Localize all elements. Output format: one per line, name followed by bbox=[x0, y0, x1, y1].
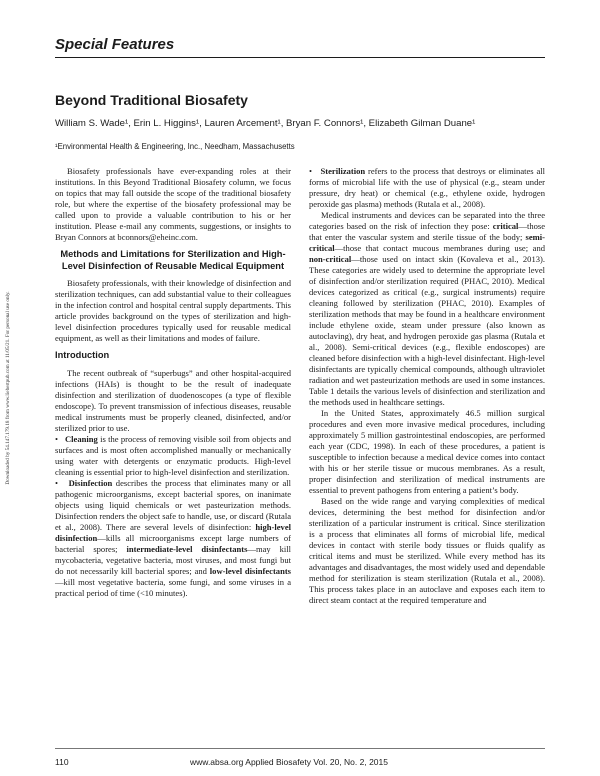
term-intermediate-level: intermediate-level disinfectants bbox=[126, 543, 248, 554]
right-column bbox=[309, 166, 545, 606]
bullet-mark: • bbox=[309, 166, 312, 176]
term-non-critical: non-critical bbox=[309, 254, 352, 264]
low-level-text: —kill most vegetative bacteria, some fungi, and some viruses in a practical period of time (<10 minutes). bbox=[55, 576, 291, 598]
download-notice-text: Downloaded by 54.147.179.18 from www.liebertpub.com at 11/05/21. For personal use only. bbox=[5, 291, 11, 485]
affiliation: ¹Environmental Health & Engineering, Inc., Needham, Massachusetts bbox=[55, 142, 295, 151]
paragraph-us-procedures: In the United States, approximately 46.5 million surgical procedures and even more invasive medical procedures, including approximately 5 million gastrointestinal endoscopies, are performed each year (CDC, 1998). In each of these procedures, a patient is susceptible to infection because a medical device comes into contact with his or her sterile tissue or mucous membranes. As a result, proper disinfection and sterilization of medical instruments are essential to prevent pathogens from entering a patient’s body. bbox=[309, 408, 545, 495]
abstract-paragraph: Biosafety professionals, with their knowledge of disinfection and sterilization techniques, can add substantial value to their colleagues in the infection control and hospital central supply departments. This article provides background on the types of sterilization and high-level disinfection procedures typically used for reusable medical equipment, as well as their limitations and modes of failure. bbox=[55, 278, 291, 343]
disinfection-text: describes the process that eliminates many or all pathogenic microorganisms, except bacterial spores, on inanimate objects using liquid chemicals or wet pasteurization methods. Disinfection renders the object safe to handle, use, or discard (Rutala et al., 2008). There are several levels of disinfection: bbox=[55, 477, 291, 532]
non-critical-text: —those used on intact skin (Kovaleva et al., 2013). These categories are widely used to determine the appropriate level of disinfection and/or sterilization required (PHAC, 2010). Medical devices categorized as critical (e.g., surgical instruments) require cleaning followed by sterilization (PHAC, 2010). Examples of sterilization methods that may be found in a healthcare environment include ethylene oxide, steam under pressure (also known as autoclaving), dry heat, and hydrogen peroxide gas plasma (Rutala et al., 2008). Semi-critical devices (e.g., flexible endoscopes) are cleaned before disinfection with a high-level disinfectant. High-level disinfectants are typically chemical compounds, although ultraviolet radiation and wet pasteurization methods are used in some instances. Table 1 details the various levels of disinfection and sterilization and the methods used in healthcare settings. bbox=[309, 254, 545, 407]
column-intro: Biosafety professionals have ever-expanding roles at their institutions. In this Beyond Traditional Biosafety column, we focus on topics that may fall outside the scope of the traditional biosafety role, but where the expertise of the biosafety professional may be called upon to provide a valuable contribution to his or her institution. Please e-mail any comments, suggestions, or insights to Bryan Connors at bconnors@eheinc.com. bbox=[55, 166, 291, 242]
semi-critical-text: —those that contact mucous membranes during use; and bbox=[334, 243, 545, 253]
term-sterilization: Sterilization bbox=[320, 166, 366, 176]
high-level-text: —kills all microorganisms except large numbers of bacterial spores; bbox=[55, 532, 291, 554]
term-critical: critical bbox=[492, 221, 519, 231]
article-title: Beyond Traditional Biosafety bbox=[55, 92, 248, 108]
bullet-mark: • bbox=[55, 433, 58, 444]
bullet-disinfection bbox=[55, 478, 291, 599]
sterilization-text: refers to the process that destroys or eliminates all forms of microbial life with the use of physical (e.g., steam under pressure, dry heat) or chemical (e.g., ethylene oxide, hydrogen peroxide gas plasma) methods (Rutala et al., 2008). bbox=[309, 166, 545, 209]
critical-text: —those that enter the vascular system and sterile tissue of the body; bbox=[309, 221, 545, 242]
paragraph-categories bbox=[309, 210, 545, 408]
term-high-level: high-level disinfection bbox=[55, 521, 291, 543]
bullet-cleaning bbox=[55, 434, 291, 478]
bullet-sterilization bbox=[309, 166, 545, 210]
term-disinfection: Disinfection bbox=[68, 477, 113, 488]
page-number: 110 bbox=[55, 757, 69, 767]
term-low-level: low-level disinfectants bbox=[209, 565, 291, 576]
section-label: Special Features bbox=[55, 36, 175, 53]
bullet-mark: • bbox=[55, 477, 58, 488]
intro-paragraph: The recent outbreak of “superbugs” and other hospital-acquired infections (HAIs) is thought to be the result of inadequate disinfection and sterilization of duodenoscopes (a type of flexible endoscope). To prevent transmission of infectious diseases, reusable medical instruments must be properly cleaned, disinfected, and/or sterilized prior to use. bbox=[55, 367, 291, 433]
intermediate-level-text: —may kill mycobacteria, vegetative bacteria, most viruses, and most fungi but do not necessarily kill bacterial spores; and bbox=[55, 543, 291, 576]
journal-info: www.absa.org Applied Biosafety Vol. 20, No. 2, 2015 bbox=[190, 757, 388, 767]
paragraph-device-range: Based on the wide range and varying complexities of medical devices, determining the best method for disinfection and/or sterilization of a particular instrument is critical. Since sterilization is a process that eliminates all forms of microbial life, medical devices in contact with sterile body tissues or fluids qualify as critical items and must be sterilized. While every method has its advantages and disadvantages, the most widely used and dependable method for sterilization is steam sterilization (Rutala et al., 2008). This process takes place in an autoclave and exposes each item to direct steam contact at the required temperature and bbox=[309, 496, 545, 605]
footer-rule bbox=[55, 748, 545, 749]
categories-text: Medical instruments and devices can be separated into the three categories based on the risk of infection they pose: bbox=[309, 210, 545, 231]
author-list: William S. Wade¹, Erin L. Higgins¹, Lauren Arcement¹, Bryan F. Connors¹, Elizabeth Gilman Duane¹ bbox=[55, 118, 476, 129]
left-column bbox=[55, 166, 291, 599]
cleaning-text: is the process of removing visible soil from objects and surfaces and is most often accomplished manually or mechanically using water with detergents or enzymatic products. High-level cleaning is essential prior to high-level disinfection and sterilization. bbox=[55, 433, 291, 477]
section-heading-methods: Methods and Limitations for Sterilization and High-Level Disinfection of Reusable Medical Equipment bbox=[60, 249, 286, 271]
header-rule bbox=[55, 57, 545, 58]
section-heading-introduction: Introduction bbox=[55, 350, 110, 360]
term-cleaning: Cleaning bbox=[64, 433, 98, 444]
term-semi-critical: semi-critical bbox=[309, 232, 545, 253]
